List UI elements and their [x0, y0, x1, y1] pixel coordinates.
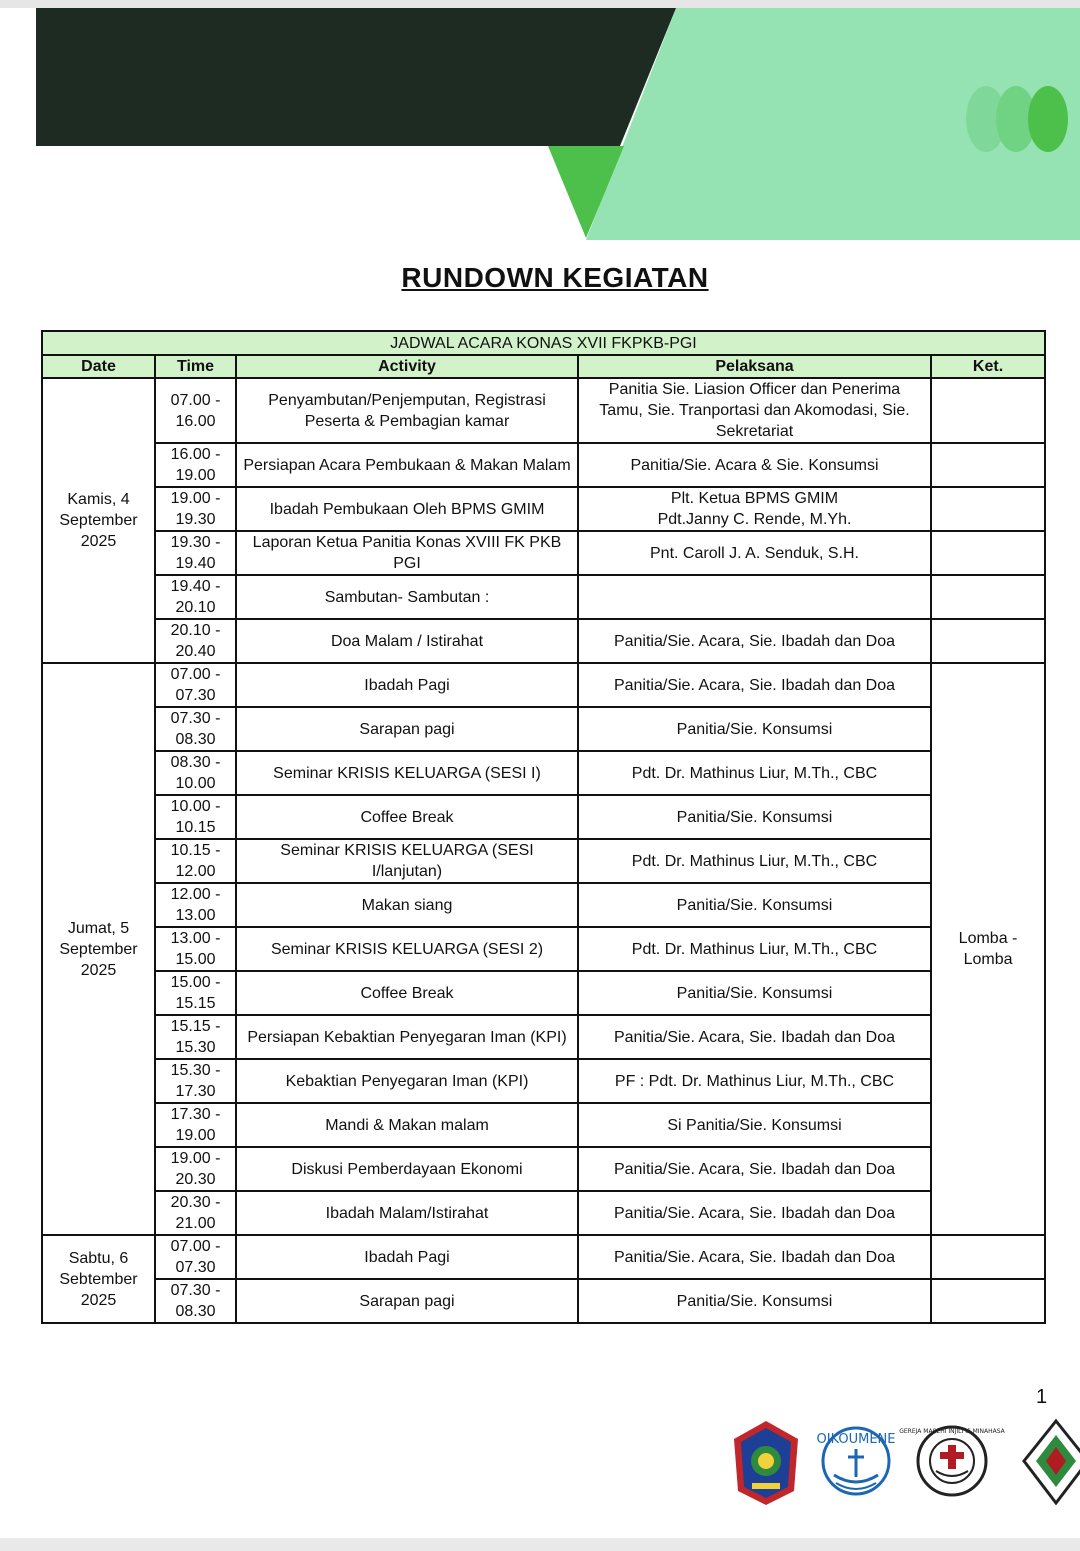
ket-cell [931, 575, 1045, 619]
ket-cell: Lomba - Lomba [931, 663, 1045, 1235]
schedule-table [41, 330, 1046, 1324]
pelaksana-cell [578, 751, 931, 795]
time-cell: 16.00 - 19.00 [155, 443, 236, 487]
activity-cell: Mandi & Makan malam [236, 1103, 578, 1147]
pelaksana-cell [578, 707, 931, 751]
header-activity: Activity [236, 355, 578, 378]
activity-cell: Ibadah Pagi [236, 1235, 578, 1279]
table-row [42, 751, 1045, 795]
logo-strip [730, 1415, 1080, 1505]
pelaksana-cell [578, 971, 931, 1015]
table-caption: JADWAL ACARA KONAS XVII FKPKB-PGI [42, 331, 1045, 355]
table-header-row [42, 355, 1045, 378]
pelaksana-text: Panitia/Sie. Konsumsi [676, 808, 833, 826]
pelaksana-text: Panitia/Sie. Konsumsi [676, 984, 833, 1002]
table-row [42, 795, 1045, 839]
pelaksana-cell [578, 619, 931, 663]
time-cell: 19.00 - 20.30 [155, 1147, 236, 1191]
table-row [42, 883, 1045, 927]
pelaksana-text: Panitia/Sie. Konsumsi [676, 896, 833, 914]
time-cell: 13.00 - 15.00 [155, 927, 236, 971]
pelaksana-cell [578, 1147, 931, 1191]
table-row [42, 663, 1045, 707]
activity-cell: Persiapan Kebaktian Penyegaran Iman (KPI) [236, 1015, 578, 1059]
date-cell: Kamis, 4 September 2025 [42, 378, 155, 663]
ket-cell [931, 619, 1045, 663]
pelaksana-cell [578, 378, 931, 443]
header-pelaksana: Pelaksana [578, 355, 931, 378]
page-number: 1 [1036, 1386, 1048, 1408]
time-cell: 19.30 - 19.40 [155, 531, 236, 575]
time-cell: 20.30 - 21.00 [155, 1191, 236, 1235]
activity-cell: Sarapan pagi [236, 707, 578, 751]
table-row [42, 971, 1045, 1015]
pelaksana-cell [578, 1191, 931, 1235]
pelaksana-cell [578, 927, 931, 971]
header-time: Time [155, 355, 236, 378]
ket-cell [931, 378, 1045, 443]
table-row [42, 443, 1045, 487]
pelaksana-cell [578, 1103, 931, 1147]
pelaksana-cell [578, 883, 931, 927]
header-ket: Ket. [931, 355, 1045, 378]
table-row [42, 1235, 1045, 1279]
pelaksana-cell [578, 1015, 931, 1059]
time-cell: 07.00 - 07.30 [155, 663, 236, 707]
table-row [42, 487, 1045, 531]
partial-logo-right [1024, 1421, 1080, 1503]
time-cell: 17.30 - 19.00 [155, 1103, 236, 1147]
pelaksana-cell [578, 663, 931, 707]
pelaksana-cell [578, 575, 931, 619]
gmim-seal-text: GEREJA MASEHI INJILI di MINAHASA [899, 1428, 1005, 1435]
time-cell: 07.00 - 07.30 [155, 1235, 236, 1279]
pelaksana-cell [578, 443, 931, 487]
pelaksana-text: Panitia/Sie. Acara, Sie. Ibadah dan Doa [613, 676, 896, 694]
time-cell: 10.15 - 12.00 [155, 839, 236, 883]
pelaksana-text: Pdt. Dr. Mathinus Liur, M.Th., CBC [631, 764, 878, 782]
pelaksana-text: Panitia/Sie. Konsumsi [676, 720, 833, 738]
ket-cell [931, 443, 1045, 487]
table-row [42, 927, 1045, 971]
table-row [42, 1015, 1045, 1059]
document-title: RUNDOWN KEGIATAN [401, 262, 709, 293]
table-row [42, 619, 1045, 663]
table-row [42, 839, 1045, 883]
date-cell: Jumat, 5 September 2025 [42, 663, 155, 1235]
activity-cell: Seminar KRISIS KELUARGA (SESI I) [236, 751, 578, 795]
date-cell: Sabtu, 6 Sebtember 2025 [42, 1235, 155, 1323]
time-cell: 15.15 - 15.30 [155, 1015, 236, 1059]
table-row [42, 707, 1045, 751]
time-cell: 07.30 - 08.30 [155, 1279, 236, 1323]
activity-cell: Diskusi Pemberdayaan Ekonomi [236, 1147, 578, 1191]
table-caption-row [42, 331, 1045, 355]
time-cell: 07.30 - 08.30 [155, 707, 236, 751]
header-date: Date [42, 355, 155, 378]
activity-cell: Ibadah Pagi [236, 663, 578, 707]
pelaksana-text: Panitia Sie. Liasion Officer dan Penerima Tamu, Sie. Tranportasi dan Akomodasi, Sie. Sekretariat [599, 381, 910, 440]
bottom-edge [0, 1538, 1080, 1551]
pelaksana-text: Pdt. Dr. Mathinus Liur, M.Th., CBC [631, 940, 878, 958]
pelaksana-text: Panitia/Sie. Acara, Sie. Ibadah dan Doa [613, 1160, 896, 1178]
pelaksana-cell [578, 487, 931, 531]
ket-cell [931, 531, 1045, 575]
header-banner [0, 0, 1080, 245]
schedule-body [42, 331, 1045, 1323]
pelaksana-text: Panitia/Sie. Acara, Sie. Ibadah dan Doa [613, 1204, 896, 1222]
ket-cell [931, 1235, 1045, 1279]
north-sulawesi-emblem [734, 1421, 798, 1505]
time-cell: 15.30 - 17.30 [155, 1059, 236, 1103]
activity-cell: Laporan Ketua Panitia Konas XVIII FK PKB PGI [236, 531, 578, 575]
time-cell: 19.40 - 20.10 [155, 575, 236, 619]
pelaksana-text: Pdt. Dr. Mathinus Liur, M.Th., CBC [631, 852, 878, 870]
pelaksana-text-line2: Pdt.Janny C. Rende, M.Yh. [657, 511, 852, 528]
time-cell: 20.10 - 20.40 [155, 619, 236, 663]
pelaksana-text: Panitia/Sie. Acara & Sie. Konsumsi [630, 456, 879, 474]
pelaksana-cell [578, 795, 931, 839]
activity-cell: Coffee Break [236, 971, 578, 1015]
table-row [42, 1279, 1045, 1323]
activity-cell: Ibadah Pembukaan Oleh BPMS GMIM [236, 487, 578, 531]
pelaksana-text: PF : Pdt. Dr. Mathinus Liur, M.Th., CBC [614, 1072, 895, 1090]
activity-cell: Penyambutan/Penjemputan, Registrasi Peserta & Pembagian kamar [236, 378, 578, 443]
table-row [42, 1191, 1045, 1235]
pelaksana-text: Panitia/Sie. Acara, Sie. Ibadah dan Doa [613, 1028, 896, 1046]
activity-cell: Persiapan Acara Pembukaan & Makan Malam [236, 443, 578, 487]
activity-cell: Seminar KRISIS KELUARGA (SESI I/lanjutan) [236, 839, 578, 883]
time-cell: 10.00 - 10.15 [155, 795, 236, 839]
time-cell: 19.00 - 19.30 [155, 487, 236, 531]
activity-cell: Ibadah Malam/Istirahat [236, 1191, 578, 1235]
activity-cell: Doa Malam / Istirahat [236, 619, 578, 663]
pelaksana-cell [578, 531, 931, 575]
pelaksana-text: Panitia/Sie. Acara, Sie. Ibadah dan Doa [613, 1248, 896, 1266]
pelaksana-cell [578, 1235, 931, 1279]
activity-cell: Makan siang [236, 883, 578, 927]
table-row [42, 531, 1045, 575]
time-cell: 15.00 - 15.15 [155, 971, 236, 1015]
pelaksana-text: Panitia/Sie. Konsumsi [676, 1292, 833, 1310]
activity-cell: Sambutan- Sambutan : [236, 575, 578, 619]
activity-cell: Sarapan pagi [236, 1279, 578, 1323]
banner-dark-shape [36, 8, 676, 146]
table-row [42, 1147, 1045, 1191]
pelaksana-text: Pnt. Caroll J. A. Senduk, S.H. [650, 544, 859, 562]
pelaksana-text: Plt. Ketua BPMS GMIM [670, 490, 839, 507]
time-cell: 08.30 - 10.00 [155, 751, 236, 795]
table-row [42, 575, 1045, 619]
pelaksana-cell [578, 1279, 931, 1323]
pelaksana-cell [578, 1059, 931, 1103]
gmim-seal [899, 1427, 1005, 1495]
oikoumene-logo-text: OIKOUMENE [816, 1432, 896, 1447]
activity-cell: Seminar KRISIS KELUARGA (SESI 2) [236, 927, 578, 971]
table-row [42, 378, 1045, 443]
time-cell: 12.00 - 13.00 [155, 883, 236, 927]
table-row [42, 1059, 1045, 1103]
pelaksana-cell [578, 839, 931, 883]
ket-cell [931, 487, 1045, 531]
activity-cell: Coffee Break [236, 795, 578, 839]
pelaksana-text: Panitia/Sie. Acara, Sie. Ibadah dan Doa [613, 632, 896, 650]
activity-cell: Kebaktian Penyegaran Iman (KPI) [236, 1059, 578, 1103]
table-row [42, 1103, 1045, 1147]
banner-dot-3 [1028, 86, 1068, 152]
ket-cell [931, 1279, 1045, 1323]
oikoumene-logo [817, 1428, 896, 1494]
time-cell: 07.00 - 16.00 [155, 378, 236, 443]
pelaksana-text: Si Panitia/Sie. Konsumsi [667, 1116, 842, 1134]
